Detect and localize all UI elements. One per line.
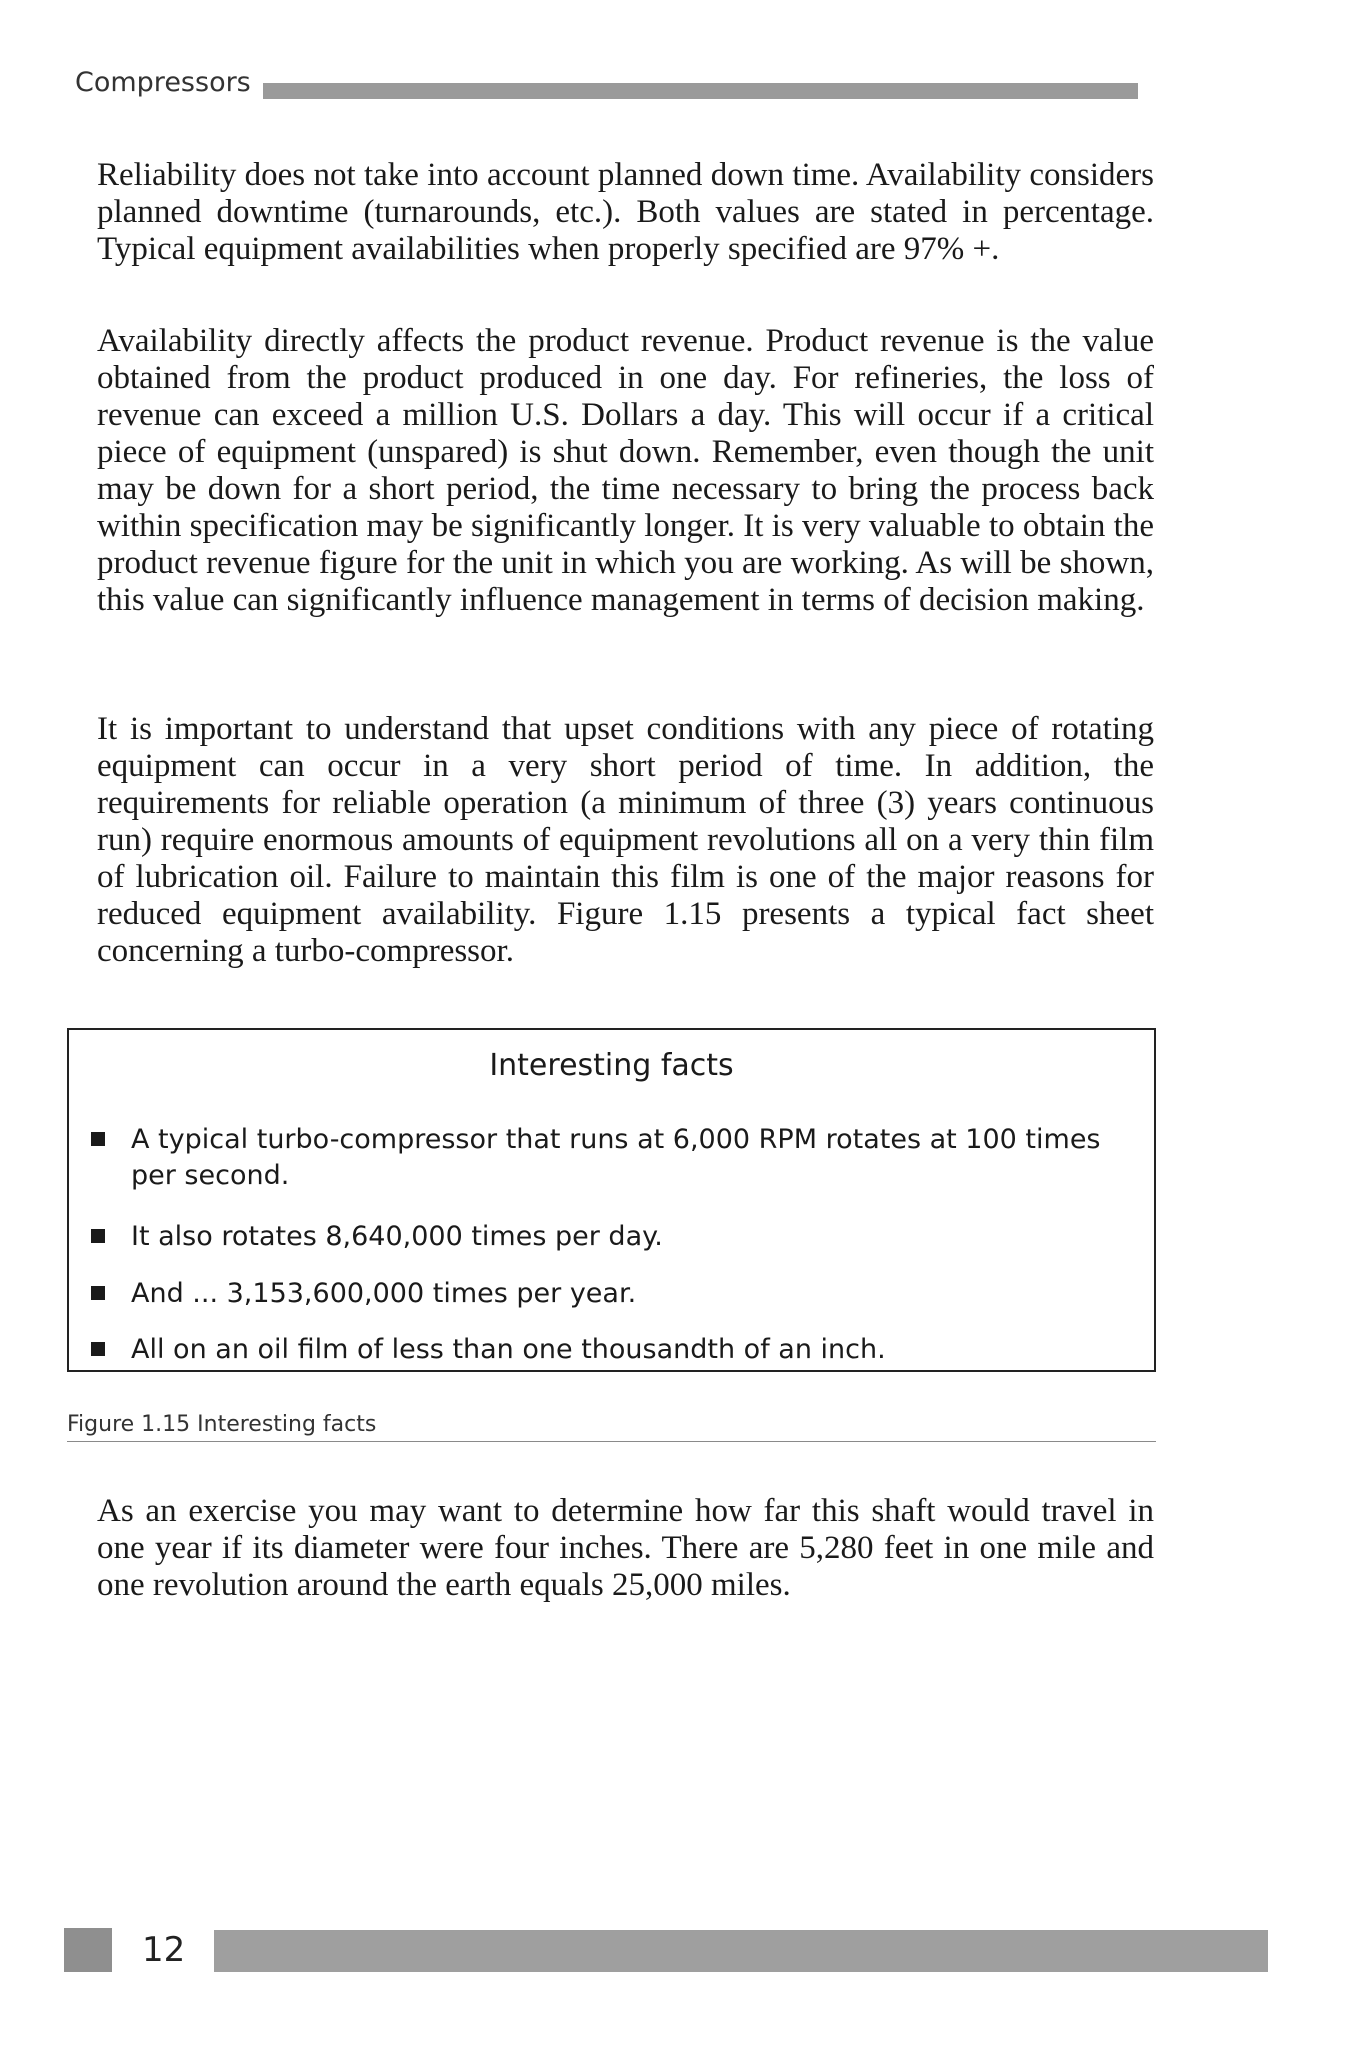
caption-divider (67, 1441, 1156, 1442)
fact-text: All on an oil film of less than one thousandth of an inch. (131, 1334, 886, 1365)
fact-list-item (91, 1332, 1131, 1368)
running-header-title: Compressors (75, 67, 251, 98)
fact-list-item (91, 1122, 1131, 1194)
fact-list-item (91, 1276, 1131, 1312)
square-bullet-icon (91, 1229, 105, 1243)
footer-marker-block (64, 1928, 112, 1972)
fact-list-item (91, 1219, 1131, 1255)
running-header (75, 68, 1138, 98)
interesting-facts-box (67, 1028, 1156, 1372)
facts-box-title: Interesting facts (489, 1048, 734, 1083)
square-bullet-icon (91, 1132, 105, 1146)
footer-rule-bar (214, 1930, 1268, 1972)
square-bullet-icon (91, 1286, 105, 1300)
figure-caption: Figure 1.15 Interesting facts (67, 1412, 377, 1437)
page-number: 12 (142, 1930, 186, 1970)
body-paragraph-upset-conditions: It is important to understand that upset conditions with any piece of rotating equipment can occur in a very short period of time. In addition, the requirements for reliable operation (a minimum of three (3) years continuous run) require enormous amounts of equipment revolutions all on a very thin film of lubrication oil. Failure to maintain this film is one of the major reasons for reduced equipment availability. Figure 1.15 presents a typical fact sheet concerning a turbo-compressor. (97, 711, 1154, 969)
header-rule-bar (263, 83, 1138, 99)
fact-text: A typical turbo-compressor that runs at 6,000 RPM rotates at 100 times per second. (131, 1124, 1101, 1191)
body-paragraph-reliability: Reliability does not take into account planned down time. Availability considers planned downtime (turnarounds, etc.). Both values are stated in percentage. Typical equipment availabilities when properly specified are 97% +. (97, 157, 1154, 267)
fact-text: It also rotates 8,640,000 times per day. (131, 1221, 663, 1252)
body-paragraph-availability: Availability directly affects the product revenue. Product revenue is the value obtained from the product produced in one day. For refineries, the loss of revenue can exceed a million U.S. Dollars a day. This will occur if a critical piece of equipment (unspared) is shut down. Remember, even though the unit may be down for a short period, the time necessary to bring the process back within specification may be significantly longer. It is very valuable to obtain the product revenue figure for the unit in which you are working. As will be shown, this value can significantly influence management in terms of decision making. (97, 323, 1154, 618)
body-paragraph-exercise: As an exercise you may want to determine how far this shaft would travel in one year if its diameter were four inches. There are 5,280 feet in one mile and one revolution around the earth equals 25,000 miles. (97, 1493, 1154, 1603)
square-bullet-icon (91, 1342, 105, 1356)
fact-text: And ... 3,153,600,000 times per year. (131, 1278, 637, 1309)
